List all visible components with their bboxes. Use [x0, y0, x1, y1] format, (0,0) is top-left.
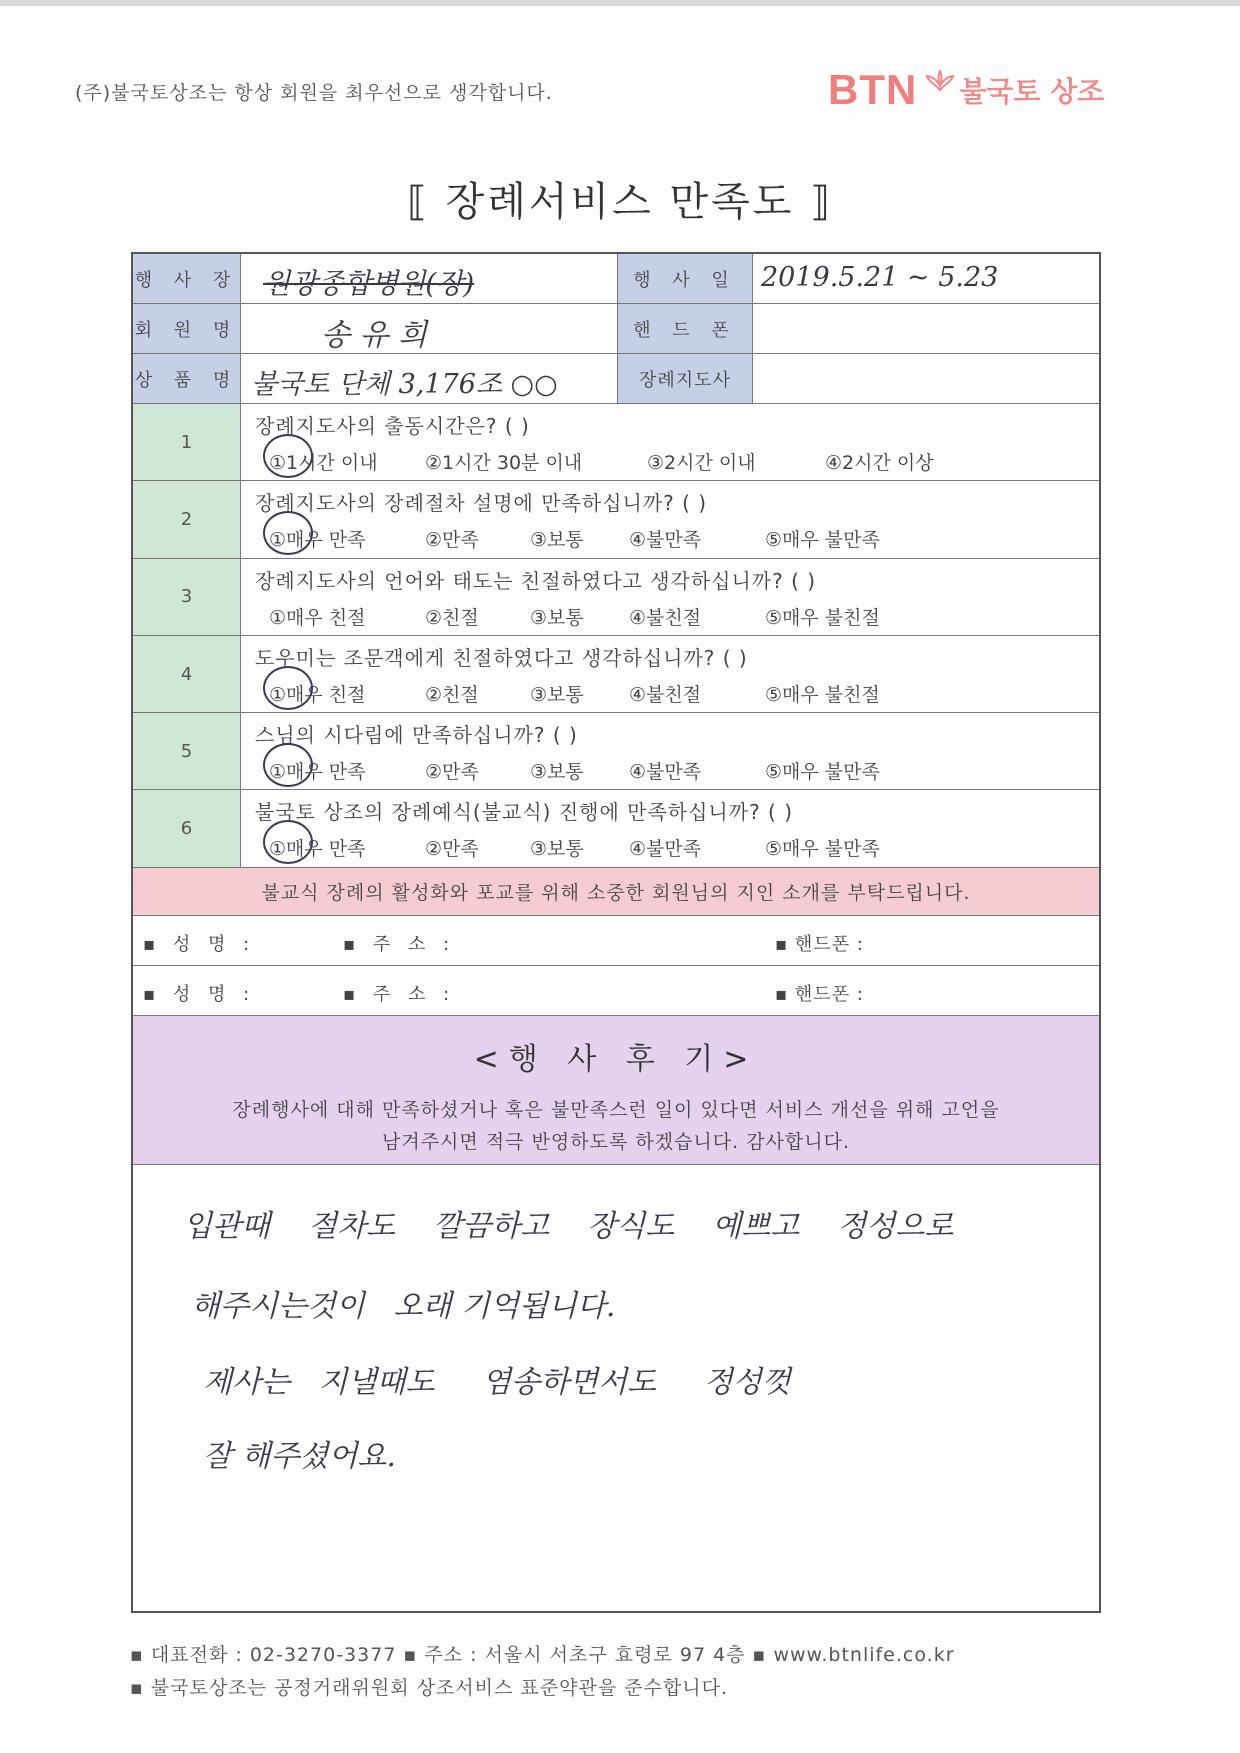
answer-option-label: ①매우 친절	[269, 606, 366, 629]
question-text: 불국토 상조의 장례예식(불교식) 진행에 만족하십니까? ( )	[255, 800, 794, 825]
answer-option-label: ①매우 친절	[269, 683, 366, 706]
question-row	[133, 713, 1099, 790]
company-slogan: (주)불국토상조는 항상 회원을 최우선으로 생각합니다.	[75, 82, 553, 104]
venue-label: 행 사 장	[133, 254, 241, 303]
answer-option-label: ③보통	[530, 683, 584, 706]
answer-option[interactable]	[825, 448, 934, 475]
venue-value: 원광종합병원(장)	[263, 267, 475, 300]
question-body	[241, 481, 1099, 557]
answer-option[interactable]	[530, 603, 584, 630]
answer-option[interactable]	[269, 834, 366, 861]
date-field[interactable]	[753, 254, 1099, 303]
review-line-1: 입관때 절차도 깔끔하고 장식도 예쁘고 정성으로	[183, 1208, 954, 1244]
answer-option[interactable]	[269, 448, 378, 475]
answer-option-label: ①매우 만족	[269, 838, 366, 861]
review-description-line-2: 남겨주시면 적극 반영하도록 하겠습니다. 감사합니다.	[381, 1130, 851, 1153]
referral-address-label[interactable]: ▪ 주 소 :	[343, 933, 456, 955]
answer-option-label: ③보통	[530, 838, 584, 861]
answer-option-label: ②1시간 30분 이내	[425, 452, 583, 474]
answer-option[interactable]	[765, 757, 880, 784]
question-text: 장례지도사의 출동시간은? ( )	[255, 414, 530, 438]
question-text: 스님의 시다림에 만족하십니까? ( )	[255, 723, 578, 748]
answer-option[interactable]	[269, 525, 366, 552]
director-label: 장례지도사	[618, 354, 753, 403]
referral-row-1	[133, 916, 1099, 966]
lotus-flower-icon	[925, 70, 955, 96]
selected-answer-circle	[263, 511, 313, 555]
answer-option-label: ⑤매우 불만족	[765, 838, 880, 861]
info-row-member	[133, 304, 1099, 354]
question-row	[133, 559, 1099, 636]
answer-options	[241, 448, 1101, 472]
date-value: 2019.5.21 ~ 5.23	[761, 262, 999, 293]
footer-contact: ▪ 대표전화 : 02-3270-3377 ▪ 주소 : 서울시 서초구 효령로 97 4층 ▪ www.btnlife.co.kr	[130, 1644, 955, 1666]
product-field[interactable]	[241, 354, 618, 403]
answer-option-label: ④불친절	[629, 683, 702, 706]
answer-option[interactable]	[629, 834, 701, 861]
answer-option[interactable]	[765, 834, 880, 861]
answer-option[interactable]	[765, 680, 880, 707]
review-text-area[interactable]	[133, 1165, 1099, 1611]
answer-option-label: ④불만족	[629, 761, 702, 784]
answer-option[interactable]	[629, 680, 701, 707]
question-row	[133, 404, 1099, 481]
answer-option[interactable]	[530, 834, 584, 861]
answer-option-label: ②만족	[425, 761, 479, 784]
question-text: 도우미는 조문객에게 친절하였다고 생각하십니까? ( )	[255, 645, 748, 670]
answer-option[interactable]	[530, 757, 584, 784]
phone-field[interactable]	[753, 304, 1099, 353]
answer-option[interactable]	[425, 448, 582, 475]
answer-option[interactable]	[269, 603, 366, 630]
referral-address-label[interactable]: ▪ 주 소 :	[343, 983, 456, 1005]
review-line-2: 해주시는것이 오래 기억됩니다.	[191, 1288, 616, 1324]
selected-answer-circle	[263, 434, 313, 478]
answer-option[interactable]	[647, 448, 756, 475]
answer-option[interactable]	[530, 525, 584, 552]
answer-option[interactable]	[425, 680, 479, 707]
selected-answer-circle	[263, 666, 313, 710]
question-text: 장례지도사의 장례절차 설명에 만족하십니까? ( )	[255, 491, 708, 516]
phone-label: 핸 드 폰	[618, 304, 753, 353]
date-label: 행 사 일	[618, 254, 753, 303]
question-text: 장례지도사의 언어와 태도는 친절하였다고 생각하십니까? ( )	[255, 568, 817, 593]
info-row-venue	[133, 254, 1099, 304]
answer-option-label: ⑤매우 불친절	[765, 683, 880, 706]
referral-name-label[interactable]: ▪ 성 명 :	[143, 933, 256, 955]
member-label: 회 원 명	[133, 304, 241, 353]
question-number: 3	[133, 559, 241, 635]
review-header	[133, 1016, 1099, 1165]
survey-form	[131, 252, 1101, 1613]
question-body	[241, 559, 1099, 635]
venue-field[interactable]	[241, 254, 618, 303]
selected-answer-circle	[263, 743, 313, 787]
form-title: ⟦ 장례서비스 만족도 ⟧	[407, 179, 833, 225]
product-value: 불국토 단체 3,176조 ○○	[251, 369, 558, 400]
question-body	[241, 636, 1099, 712]
answer-option-label: ①1시간 이내	[269, 452, 378, 474]
question-number: 4	[133, 636, 241, 712]
answer-option-label: ④불만족	[629, 838, 702, 861]
referral-name-label[interactable]: ▪ 성 명 :	[143, 983, 256, 1005]
answer-option-label: ①매우 만족	[269, 761, 366, 784]
answer-options	[241, 834, 1101, 861]
question-row	[133, 790, 1099, 867]
answer-option-label: ③보통	[530, 529, 584, 552]
company-logo	[828, 60, 1104, 120]
answer-option[interactable]	[629, 757, 701, 784]
answer-options	[241, 525, 1101, 552]
answer-option[interactable]	[765, 603, 880, 630]
review-line-4: 잘 해주셨어요.	[203, 1438, 396, 1474]
review-title: <행 사 후 기>	[473, 1041, 759, 1077]
answer-option[interactable]	[425, 757, 479, 784]
answer-option-label: ⑤매우 불만족	[765, 761, 880, 784]
answer-option[interactable]	[269, 680, 366, 707]
review-description	[133, 1094, 1099, 1158]
answer-option-label: ④2시간 이상	[825, 452, 934, 474]
question-row	[133, 481, 1099, 558]
answer-option[interactable]	[530, 680, 584, 707]
answer-option-label: ①매우 만족	[269, 529, 366, 552]
answer-option-label: ②만족	[425, 529, 479, 552]
answer-option[interactable]	[765, 525, 880, 552]
answer-option[interactable]	[269, 757, 366, 784]
info-row-product	[133, 354, 1099, 404]
answer-option-label: ④불친절	[629, 606, 702, 629]
member-value: 송 유 희	[321, 318, 428, 353]
top-edge	[0, 0, 1240, 6]
answer-option[interactable]	[629, 525, 701, 552]
logo-btn-text: BTN	[828, 66, 918, 113]
review-line-3: 제사는 지낼때도 염송하면서도 정성껏	[203, 1364, 791, 1400]
answer-option[interactable]	[425, 834, 479, 861]
question-number: 1	[133, 404, 241, 480]
answer-option-label: ②친절	[425, 683, 479, 706]
answer-option-label: ③보통	[530, 761, 584, 784]
question-body	[241, 790, 1099, 866]
referral-phone-label[interactable]: ▪ 핸드폰 :	[775, 933, 864, 955]
answer-option-label: ④불만족	[629, 529, 702, 552]
product-label: 상 품 명	[133, 354, 241, 403]
answer-options	[241, 680, 1101, 704]
answer-option[interactable]	[425, 525, 479, 552]
question-number: 6	[133, 790, 241, 866]
answer-option-label: ②친절	[425, 606, 479, 629]
answer-option-label: ②만족	[425, 838, 479, 861]
answer-option-label: ③2시간 이내	[647, 452, 756, 474]
question-body	[241, 404, 1099, 480]
member-field[interactable]	[241, 304, 618, 353]
question-row	[133, 636, 1099, 713]
referral-row-2	[133, 966, 1099, 1016]
referral-banner: 불교식 장례의 활성화와 포교를 위해 소중한 회원님의 지인 소개를 부탁드립니다.	[133, 868, 1099, 916]
logo-brand-name: 불국토 상조	[959, 75, 1105, 108]
answer-option-label: ③보통	[530, 606, 584, 629]
director-field[interactable]	[753, 354, 1099, 403]
review-description-line-1: 장례행사에 대해 만족하셨거나 혹은 불만족스런 일이 있다면 서비스 개선을 위해 고언을	[232, 1098, 1000, 1121]
answer-options	[241, 603, 1101, 627]
answer-options	[241, 757, 1101, 784]
answer-option[interactable]	[425, 603, 479, 630]
question-number: 5	[133, 713, 241, 789]
answer-option-label: ⑤매우 불친절	[765, 606, 880, 629]
referral-phone-label[interactable]: ▪ 핸드폰 :	[775, 983, 864, 1005]
answer-option[interactable]	[629, 603, 701, 630]
footer-notice: ▪ 불국토상조는 공정거래위원회 상조서비스 표준약관을 준수합니다.	[130, 1677, 729, 1699]
question-body	[241, 713, 1099, 789]
question-list	[133, 404, 1099, 868]
answer-option-label: ⑤매우 불만족	[765, 529, 880, 552]
question-number: 2	[133, 481, 241, 557]
